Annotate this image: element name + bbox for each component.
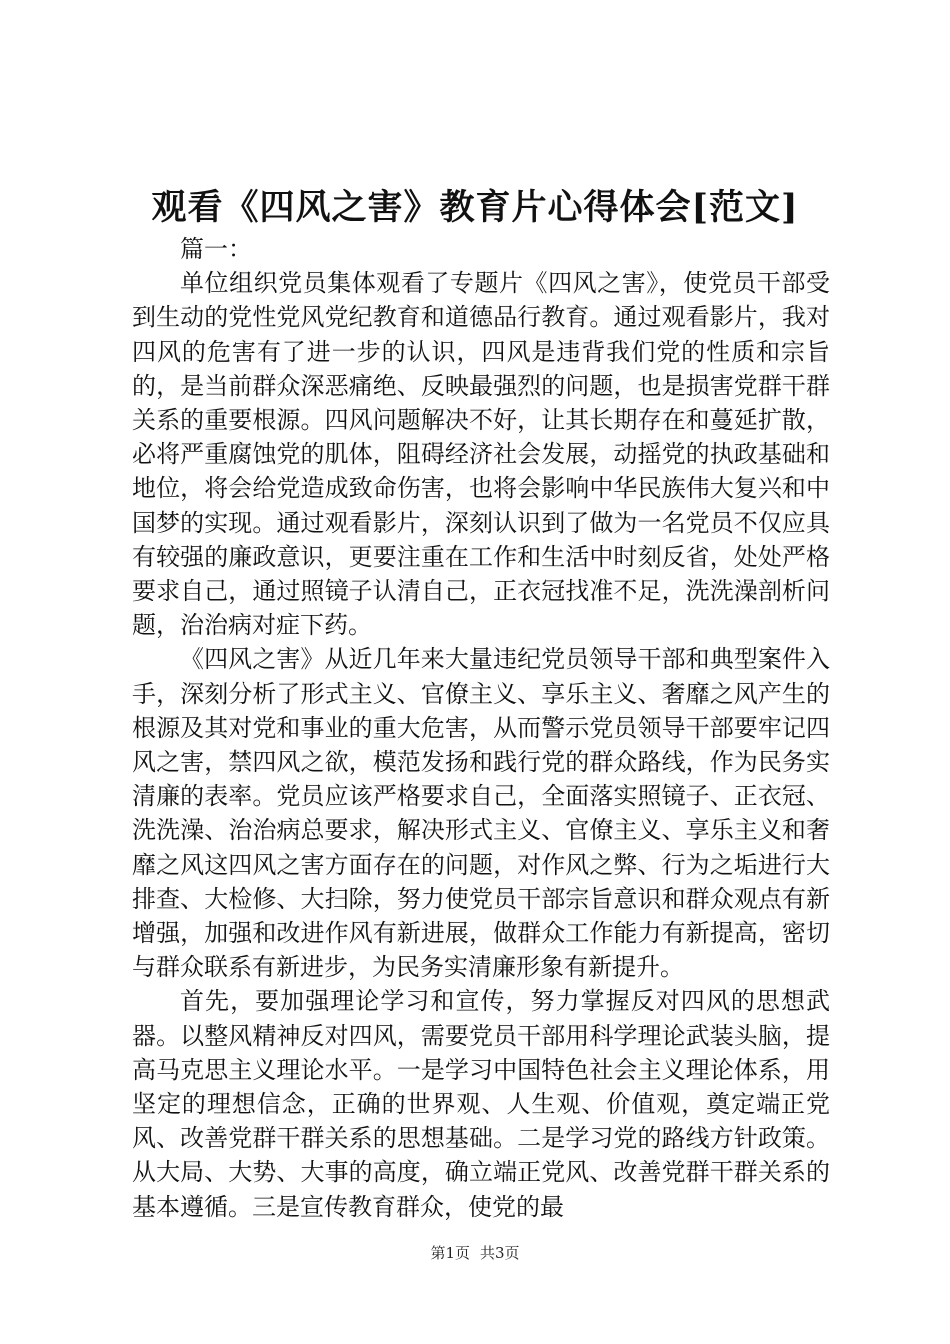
page-number: 第1页 bbox=[430, 1244, 470, 1262]
paragraph: 首先，要加强理论学习和宣传，努力掌握反对四风的思想武器。以整风精神反对四风，需要党员干部用科学理论武装头脑，提高马克思主义理论水平。一是学习中国特色社会主义理论体系，用坚定的理想信念，正确的世界观、人生观、价值观，奠定端正党风、改善党群干群关系的思想基础。二是学习党的路线方针政策。从大局、大势、大事的高度，确立端正党风、改善党群干群关系的基本遵循。三是宣传教育群众，使党的最 bbox=[132, 987, 830, 1221]
paragraph: 《四风之害》从近几年来大量违纪党员领导干部和典型案件入手，深刻分析了形式主义、官僚主义、享乐主义、奢靡之风产生的根源及其对党和事业的重大危害，从而警示党员领导干部要牢记四风之害，禁四风之欲，模范发扬和践行党的群众路线，作为民务实清廉的表率。党员应该严格要求自己，全面落实照镜子、正衣冠、洗洗澡、治治病总要求，解决形式主义、官僚主义、享乐主义和奢靡之风这四风之害方面存在的问题，对作风之弊、行为之垢进行大排查、大检修、大扫除，努力使党员干部宗旨意识和群众观点有新增强，加强和改进作风有新进展，做群众工作能力有新提高，密切与群众联系有新进步，为民务实清廉形象有新提升。 bbox=[132, 645, 830, 982]
paragraph: 单位组织党员集体观看了专题片《四风之害》，使党员干部受到生动的党性党风党纪教育和道德品行教育。通过观看影片，我对四风的危害有了进一步的认识，四风是违背我们党的性质和宗旨的，是当前群众深恶痛绝、反映最强烈的问题，也是损害党群干群关系的重要根源。四风问题解决不好，让其长期存在和蔓延扩散，必将严重腐蚀党的肌体，阻碍经济社会发展，动摇党的执政基础和地位，将会给党造成致命伤害，也将会影响中华民族伟大复兴和中国梦的实现。通过观看影片，深刻认识到了做为一名党员不仅应具有较强的廉政意识，更要注重在工作和生活中时刻反省，处处严格要求自己，通过照镜子认清自己，正衣冠找准不足，洗洗澡剖析问题，治治病对症下药。 bbox=[132, 269, 830, 640]
document-body bbox=[132, 232, 830, 1224]
section-heading: 篇一： bbox=[180, 235, 252, 263]
page-total: 共3页 bbox=[480, 1244, 520, 1262]
page-footer bbox=[0, 1243, 950, 1263]
document-title: 观看《四风之害》教育片心得体会[范文] bbox=[151, 187, 799, 228]
